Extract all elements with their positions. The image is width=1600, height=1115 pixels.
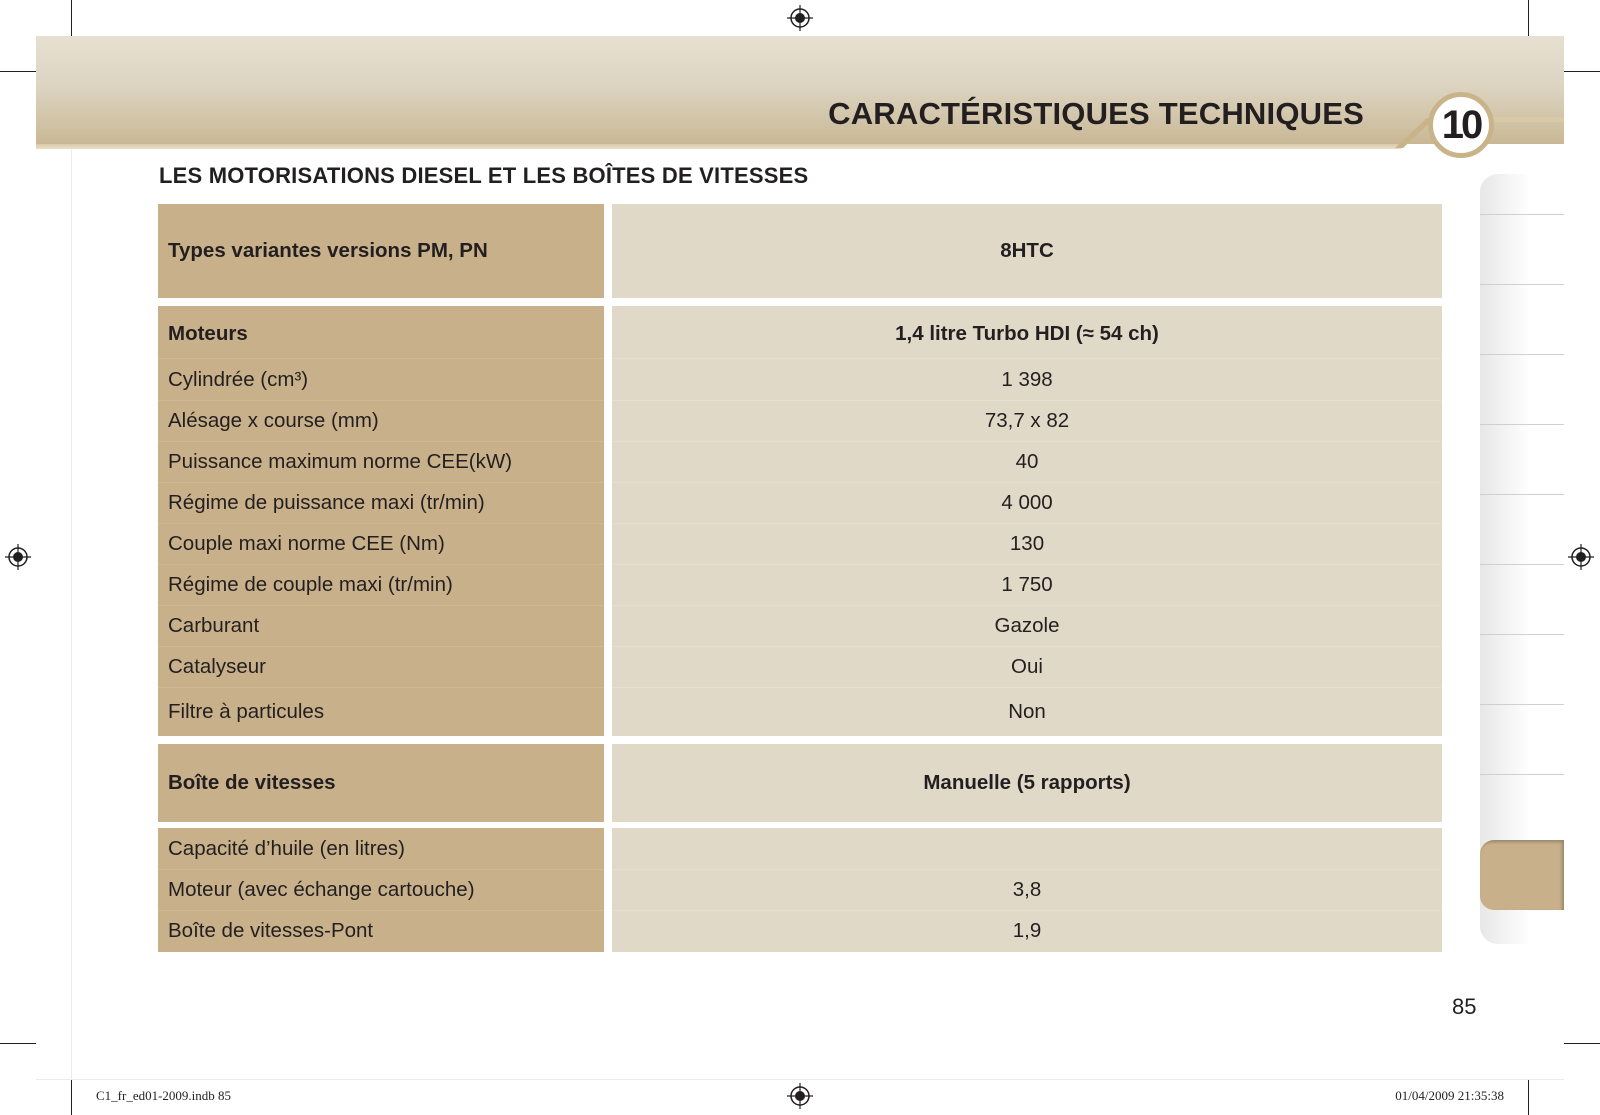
table-row [158,870,1442,910]
row-value: 130 [1009,532,1045,555]
chapter-title: CARACTÉRISTIQUES TECHNIQUES [828,96,1364,131]
row-value: 1 398 [1001,368,1053,391]
row-label: Régime de couple maxi (tr/min) [168,573,453,596]
table-row [158,911,1442,951]
chapter-tab-active[interactable] [1480,840,1564,910]
versions-block [158,204,1442,298]
table-row [158,524,1442,564]
crop-mark [1528,1079,1529,1115]
section-title: LES MOTORISATIONS DIESEL ET LES BOÎTES DE VITESSES [159,163,809,188]
chapter-tabs [1480,174,1564,944]
row-separator [158,687,604,688]
row-label: Moteur (avec échange cartouche) [168,878,475,901]
crop-mark [1564,1043,1600,1044]
row-label: Types variantes versions PM, PN [168,239,488,262]
chapter-tab-divider [1480,424,1564,425]
row-value: 4 000 [1001,491,1053,514]
row-separator [612,358,1442,359]
row-label: Alésage x course (mm) [168,409,379,432]
footer-timestamp: 01/04/2009 21:35:38 [1395,1088,1504,1103]
row-label: Boîte de vitesses [168,771,336,794]
header-underline [36,144,1401,149]
chapter-tab-divider [1480,214,1564,215]
row-label: Moteurs [168,322,248,345]
table-row [158,606,1442,646]
chapter-tab-divider [1480,634,1564,635]
row-value [612,829,1442,869]
row-label: Capacité d’huile (en litres) [168,837,406,860]
registration-mark-icon [787,1083,813,1109]
crop-mark [1528,0,1529,36]
registration-mark-icon [5,544,31,570]
table-row [158,744,1442,822]
row-label: Puissance maximum norme CEE(kW) [168,450,513,473]
row-label: Filtre à particules [168,700,325,723]
registration-mark-icon [1568,544,1594,570]
row-value: Oui [1011,655,1043,678]
row-label: Catalyseur [168,655,266,678]
row-value: 1 750 [1001,573,1053,596]
crop-mark [71,1079,72,1115]
table-row [158,401,1442,441]
row-value: Manuelle (5 rapports) [923,771,1131,794]
chapter-number-badge: 10 [1428,92,1494,158]
row-separator [158,358,604,359]
oil-capacity-block [158,828,1442,952]
crop-mark [0,71,36,72]
footer-file-info: C1_fr_ed01-2009.indb 85 [96,1088,232,1103]
gearbox-block [158,744,1442,822]
row-value: 3,8 [1012,878,1042,901]
crop-mark [71,0,72,36]
table-row [158,483,1442,523]
table-row [158,647,1442,687]
chapter-tab-divider [1480,704,1564,705]
chapter-tab-divider [1480,284,1564,285]
table-row [158,204,1442,298]
table-row [158,565,1442,605]
table-row [158,312,1442,356]
chapter-tab-divider [1480,564,1564,565]
table-row [158,829,1442,869]
row-value: 73,7 x 82 [984,409,1070,432]
row-value: 8HTC [1000,239,1054,262]
row-value: 1,9 [1012,919,1042,942]
row-label: Boîte de vitesses-Pont [168,919,374,942]
row-label: Cylindrée (cm³) [168,368,309,391]
chapter-tab-divider [1480,494,1564,495]
row-label: Régime de puissance maxi (tr/min) [168,491,485,514]
crop-mark [0,1043,36,1044]
row-label: Couple maxi norme CEE (Nm) [168,532,445,555]
row-separator [612,687,1442,688]
table-row [158,442,1442,482]
table-row [158,360,1442,400]
crop-mark [1564,71,1600,72]
row-value: Non [1008,700,1046,723]
chapter-tab-divider [1480,354,1564,355]
row-label: Carburant [168,614,260,637]
page-trim-bottom [36,1079,1564,1080]
row-value: 40 [1015,450,1039,473]
page-number: 85 [1452,994,1477,1019]
page-trim-left [71,36,72,1079]
registration-mark-icon [787,5,813,31]
row-value: 1,4 litre Turbo HDI (≈ 54 ch) [895,322,1159,345]
row-value: Gazole [994,614,1060,637]
engine-block [158,306,1442,736]
table-row [158,689,1442,735]
chapter-tab-divider [1480,774,1564,775]
